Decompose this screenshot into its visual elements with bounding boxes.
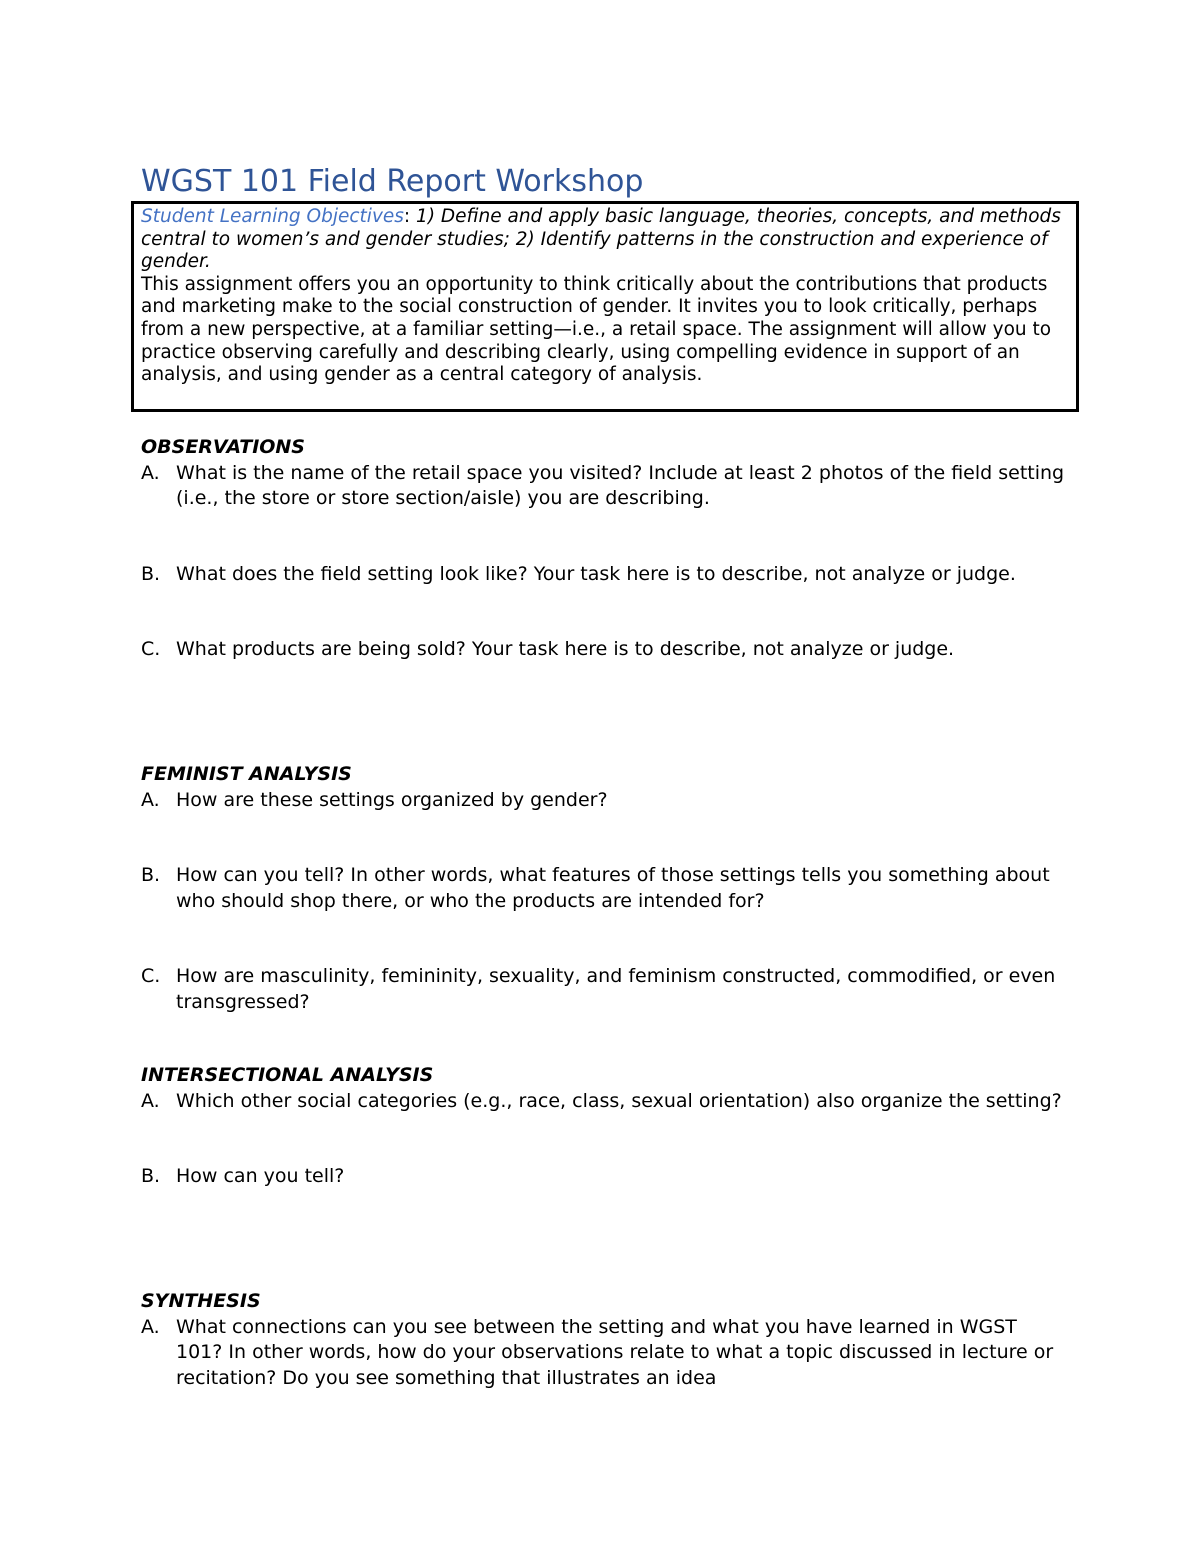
section-heading: INTERSECTIONAL ANALYSIS bbox=[141, 1064, 434, 1086]
question-item bbox=[141, 863, 1066, 914]
question-item bbox=[141, 461, 1066, 512]
question-text: What is the name of the retail space you visited? Include at least 2 photos of the field setting (i.e., the store or store section/aisle) you are describing. bbox=[176, 461, 1065, 509]
question-item bbox=[141, 1089, 1066, 1115]
question-letter: A. bbox=[141, 1315, 160, 1338]
question-text: Which other social categories (e.g., race, class, sexual orientation) also organize the setting? bbox=[176, 1089, 1062, 1112]
question-item bbox=[141, 1315, 1066, 1392]
section-heading: FEMINIST ANALYSIS bbox=[141, 763, 352, 785]
document-title: WGST 101 Field Report Workshop bbox=[141, 164, 644, 199]
question-letter: B. bbox=[141, 864, 161, 886]
section-intersectional-analysis bbox=[141, 1063, 1066, 1190]
question-item bbox=[141, 964, 1066, 1015]
section-synthesis bbox=[141, 1289, 1066, 1391]
objectives-box bbox=[131, 201, 1079, 412]
question-text: What does the field setting look like? Your task here is to describe, not analyze or judge. bbox=[176, 562, 1016, 585]
question-text: What connections can you see between the setting and what you have learned in WGST 101? In other words, how do your observations relate to what a topic discussed in lecture or recitation? Do you see something that illustrates an idea bbox=[176, 1315, 1054, 1389]
assignment-description: This assignment offers you an opportunity to think critically about the contributions that products and marketing make to the social construction of gender. It invites you to look critically, perhaps from a new perspective, at a familiar setting—i.e., a retail space. The assignment will allow you to practice observing carefully and describing clearly, using compelling evidence in support of an analysis, and using gender as a central category of analysis. bbox=[141, 273, 1052, 386]
question-text: What products are being sold? Your task here is to describe, not analyze or judge. bbox=[176, 638, 955, 660]
question-letter: A. bbox=[141, 788, 160, 811]
question-text: How can you tell? bbox=[176, 1165, 345, 1187]
question-text: How are masculinity, femininity, sexuality, and feminism constructed, commodified, or even transgressed? bbox=[176, 965, 1056, 1013]
objectives-text: 1) Define and apply basic language, theories, concepts, and methods central to women’s and gender studies; 2) Identify patterns in the construction and experience of gender. bbox=[141, 206, 1061, 273]
question-item bbox=[141, 562, 1066, 588]
question-text: How are these settings organized by gender? bbox=[176, 788, 608, 811]
question-item bbox=[141, 788, 1066, 814]
objectives-colon: : bbox=[403, 206, 417, 227]
question-text: How can you tell? In other words, what features of those settings tells you something about who should shop there, or who the products are intended for? bbox=[176, 864, 1050, 912]
question-letter: C. bbox=[141, 965, 161, 987]
question-letter: A. bbox=[141, 461, 160, 484]
question-item bbox=[141, 637, 1066, 663]
section-feminist-analysis bbox=[141, 762, 1066, 1015]
section-heading: SYNTHESIS bbox=[141, 1290, 261, 1312]
question-letter: B. bbox=[141, 562, 161, 585]
section-observations bbox=[141, 435, 1066, 663]
objectives-label: Student Learning Objectives bbox=[141, 206, 404, 227]
question-item bbox=[141, 1164, 1066, 1190]
section-heading: OBSERVATIONS bbox=[141, 436, 305, 458]
question-letter: C. bbox=[141, 638, 161, 660]
question-letter: A. bbox=[141, 1089, 160, 1112]
question-letter: B. bbox=[141, 1165, 161, 1187]
